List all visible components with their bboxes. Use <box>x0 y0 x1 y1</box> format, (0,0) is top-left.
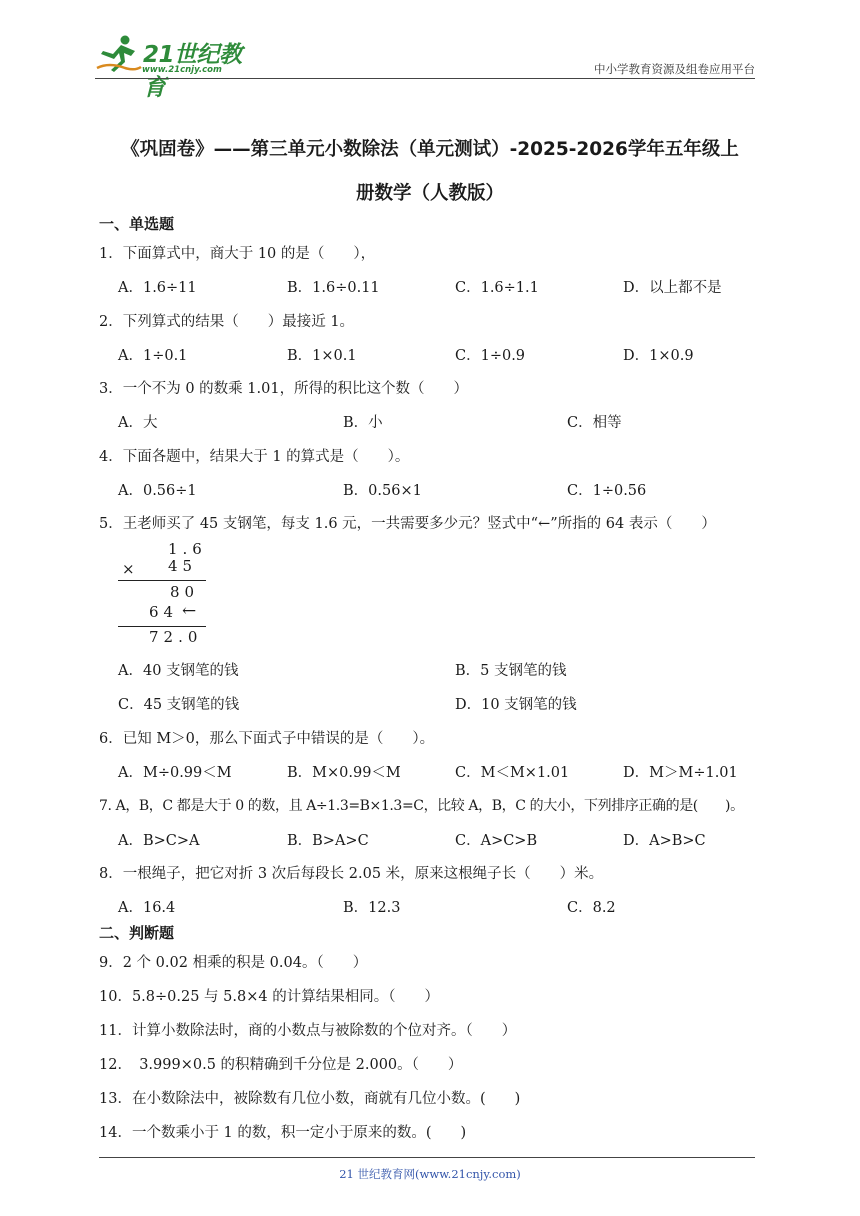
calc-partial-2: 64 <box>149 603 179 621</box>
q4-option-b: B．0.56×1 <box>343 483 422 499</box>
q6-option-d: D．M＞M÷1.01 <box>623 765 738 781</box>
question-4: 4．下面各题中，结果大于 1 的算式是（ ）。 <box>99 449 410 465</box>
q7-option-b: B．B>A>C <box>287 833 369 849</box>
judgement-9: 9．2 个 0.02 相乘的积是 0.04。（ ） <box>99 955 368 971</box>
q2-option-d: D．1×0.9 <box>623 348 694 364</box>
question-8: 8．一根绳子，把它对折 3 次后每段长 2.05 米，原来这根绳子长（ ）米。 <box>99 866 604 882</box>
runner-icon <box>95 34 143 74</box>
q4-option-c: C．1÷0.56 <box>567 483 647 499</box>
q5-option-c: C．45 支钢笔的钱 <box>118 697 240 713</box>
q7-option-c: C．A>C>B <box>455 833 538 849</box>
judgement-12: 12． 3.999×0.5 的积精确到千分位是 2.000。（ ） <box>99 1057 463 1073</box>
judgement-10: 10．5.8÷0.25 与 5.8×4 的计算结果相同。（ ） <box>99 989 439 1005</box>
arrow-left-icon: ← <box>182 601 197 621</box>
question-3: 3．一个不为 0 的数乘 1.01，所得的积比这个数（ ） <box>99 381 469 397</box>
q6-option-b: B．M×0.99＜M <box>287 765 401 781</box>
page-title <box>95 128 765 216</box>
q5-option-d: D．10 支钢笔的钱 <box>455 697 577 713</box>
q1-option-a: A．1.6÷11 <box>118 280 197 296</box>
q7-option-a: A．B>C>A <box>118 833 200 849</box>
q8-option-a: A．16.4 <box>118 900 176 916</box>
q1-option-b: B．1.6÷0.11 <box>287 280 380 296</box>
site-logo[interactable] <box>95 34 255 101</box>
question-6: 6．已知 M＞0，那么下面式子中错误的是（ ）。 <box>99 731 435 747</box>
calc-rule-1 <box>118 580 206 581</box>
question-2: 2．下列算式的结果（ ）最接近 1。 <box>99 314 355 330</box>
question-1: 1．下面算式中，商大于 10 的是（ ）， <box>99 246 376 262</box>
q2-option-b: B．1×0.1 <box>287 348 357 364</box>
q5-option-a: A．40 支钢笔的钱 <box>118 663 239 679</box>
header-divider <box>95 78 755 79</box>
judgement-11: 11．计算小数除法时，商的小数点与被除数的个位对齐。（ ） <box>99 1023 517 1039</box>
q1-option-c: C．1.6÷1.1 <box>455 280 539 296</box>
judgement-13: 13．在小数除法中，被除数有几位小数，商就有几位小数。( ) <box>99 1091 521 1107</box>
section-heading-judgement: 二、判断题 <box>99 924 175 942</box>
q8-option-c: C．8.2 <box>567 900 616 916</box>
q6-option-c: C．M＜M×1.01 <box>455 765 570 781</box>
question-7: 7. A，B，C 都是大于 0 的数，且 A÷1.3=B×1.3=C，比较 A，B，C 的大小，下列排序正确的是( )。 <box>99 798 744 814</box>
title-line-1: 《巩固卷》——第三单元小数除法（单元测试）-2025-2026学年五年级上 <box>121 139 739 160</box>
judgement-14: 14．一个数乘小于 1 的数，积一定小于原来的数。( ) <box>99 1125 467 1141</box>
vertical-multiplication <box>118 538 228 650</box>
q1-option-d: D．以上都不是 <box>623 280 722 296</box>
page-footer[interactable]: 21 世纪教育网(www.21cnjy.com) <box>339 1167 521 1181</box>
calc-times-sign: × <box>122 560 140 578</box>
q5-option-b: B．5 支钢笔的钱 <box>455 663 567 679</box>
footer-divider <box>99 1157 755 1158</box>
q7-option-d: D．A>B>C <box>623 833 706 849</box>
q8-option-b: B．12.3 <box>343 900 401 916</box>
calc-partial-1: 80 <box>170 583 200 601</box>
question-5: 5．王老师买了 45 支钢笔，每支 1.6 元，一共需要多少元？竖式中“←”所指的 64 表示（ ） <box>99 516 716 532</box>
calc-rule-2 <box>118 626 206 627</box>
logo-text: 21世纪教育 <box>143 42 242 101</box>
page-header <box>95 30 755 101</box>
q6-option-a: A．M÷0.99＜M <box>118 765 232 781</box>
q2-option-c: C．1÷0.9 <box>455 348 526 364</box>
calc-multiplier: 45 <box>168 557 198 575</box>
q3-option-b: B．小 <box>343 415 383 431</box>
q2-option-a: A．1÷0.1 <box>118 348 188 364</box>
calc-product: 72.0 <box>149 628 203 646</box>
q3-option-c: C．相等 <box>567 415 622 431</box>
section-heading-single-choice: 一、单选题 <box>99 215 175 233</box>
q3-option-a: A．大 <box>118 415 158 431</box>
calc-multiplicand: 1.6 <box>168 540 207 558</box>
logo-url: www.21cnjy.com <box>142 65 222 75</box>
title-line-2: 册数学（人教版） <box>355 183 504 204</box>
header-tagline: 中小学教育资源及组卷应用平台 <box>594 62 755 76</box>
q4-option-a: A．0.56÷1 <box>118 483 197 499</box>
